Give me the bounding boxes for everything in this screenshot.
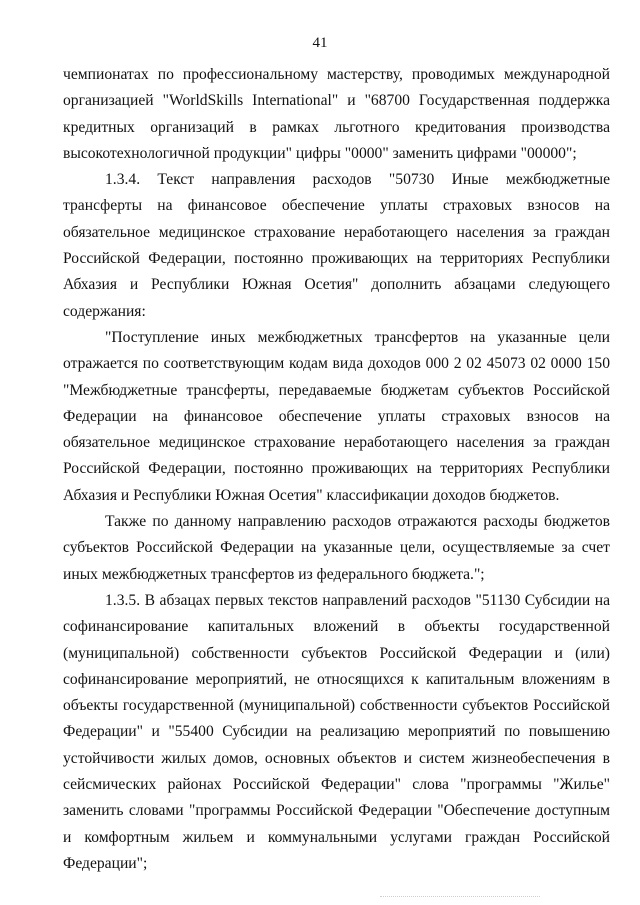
paragraph-receipt-transfers: "Поступление иных межбюджетных трансфертов на указанные цели отражается по соответствующим кодам вида доходов 000 2 02 45073 02 0000 150 "Межбюджетные трансферты, передаваемые бюджетам субъектов Российской Федерации на финансовое обеспечение уплаты страховых взносов на обязательное медицинское страхование неработающего населения за граждан Российской Федерации, постоянно проживающих на территориях Республики Абхазия и Республики Южная Осетия" классификации доходов бюджетов. [63,328,610,504]
paragraph-1: чемпионатах по профессиональному мастерству, проводимых международной организацией "WorldSkills International" и "68700 Государственная поддержка кредитных организаций в рамках льготного кредитования производства высокотехнологичной продукции" цифры "0000" заменить цифрами "00000"; [63,66,610,162]
paragraph-1-3-5: 1.3.5. В абзацах первых текстов направлений расходов "51130 Субсидии на софинансирование капитальных вложений в объекты государственной (муниципальной) собственности субъектов Российской Федерации и (или) софинансирование мероприятий, не относящихся к капитальным вложениям в объекты государственной (муниципальной) собственности субъектов Российской Федерации" и "55400 Субсидии на реализацию мероприятий по повышению устойчивости жилых домов, основных объектов и систем жизнеобеспечения в сейсмических районах Российской Федерации" слова "программы "Жилье" заменить словами "программы Российской Федерации "Обеспечение доступным и комфортным жильем и коммунальными услугами граждан Российской Федерации"; [63,591,610,872]
paragraph-1-3-4: 1.3.4. Текст направления расходов "50730 Иные межбюджетные трансферты на финансовое обеспечение уплаты страховых взносов на обязательное медицинское страхование неработающего населения за граждан Российской Федерации, постоянно проживающих на территориях Республики Абхазия и Республики Южная Осетия" дополнить абзацами следующего содержания: [63,171,610,320]
scan-artifact [380,896,540,899]
page-number: 41 [312,35,328,51]
paragraph-also-expenses: Также по данному направлению расходов отражаются расходы бюджетов субъектов Российской Федерации на указанные цели, осуществляемые за счет иных межбюджетных трансфертов из федерального бюджета."; [63,513,610,583]
document-body [63,62,610,877]
